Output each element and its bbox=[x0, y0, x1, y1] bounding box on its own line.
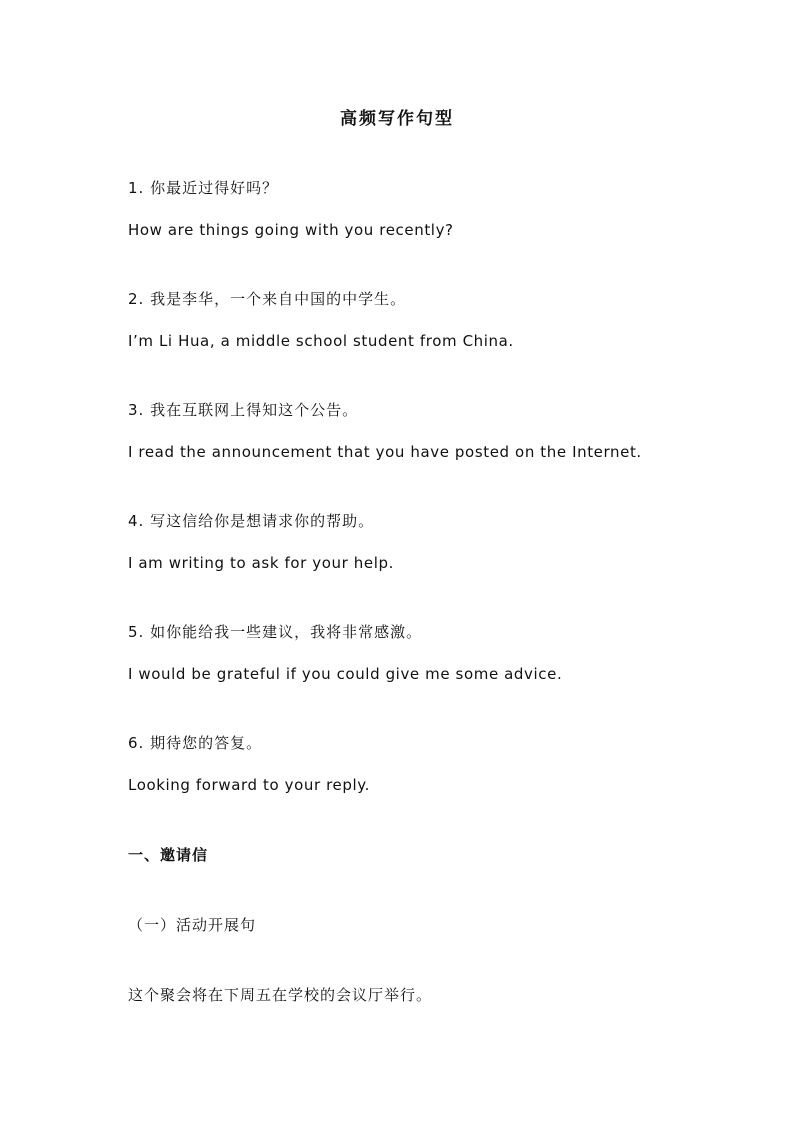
item-2-chinese: 2. 我是李华，一个来自中国的中学生。 bbox=[128, 290, 407, 308]
example-sentence: 这个聚会将在下周五在学校的会议厅举行。 bbox=[128, 986, 433, 1004]
item-1-english: How are things going with you recently? bbox=[128, 221, 454, 239]
item-2-english: I’m Li Hua, a middle school student from China. bbox=[128, 332, 514, 350]
item-6-english: Looking forward to your reply. bbox=[128, 776, 370, 794]
item-5-chinese: 5. 如你能给我一些建议，我将非常感激。 bbox=[128, 623, 423, 641]
item-1-chinese: 1. 你最近过得好吗？ bbox=[128, 179, 279, 197]
subsection-heading: （一）活动开展句 bbox=[128, 916, 257, 934]
item-4-chinese: 4. 写这信给你是想请求你的帮助。 bbox=[128, 512, 375, 530]
page-title: 高频写作句型 bbox=[340, 109, 454, 129]
item-6-chinese: 6. 期待您的答复。 bbox=[128, 734, 263, 752]
section-heading: 一、邀请信 bbox=[128, 846, 209, 864]
item-5-english: I would be grateful if you could give me some advice. bbox=[128, 665, 563, 683]
item-3-chinese: 3. 我在互联网上得知这个公告。 bbox=[128, 401, 359, 419]
item-4-english: I am writing to ask for your help. bbox=[128, 554, 394, 572]
item-3-english: I read the announcement that you have posted on the Internet. bbox=[128, 443, 642, 461]
